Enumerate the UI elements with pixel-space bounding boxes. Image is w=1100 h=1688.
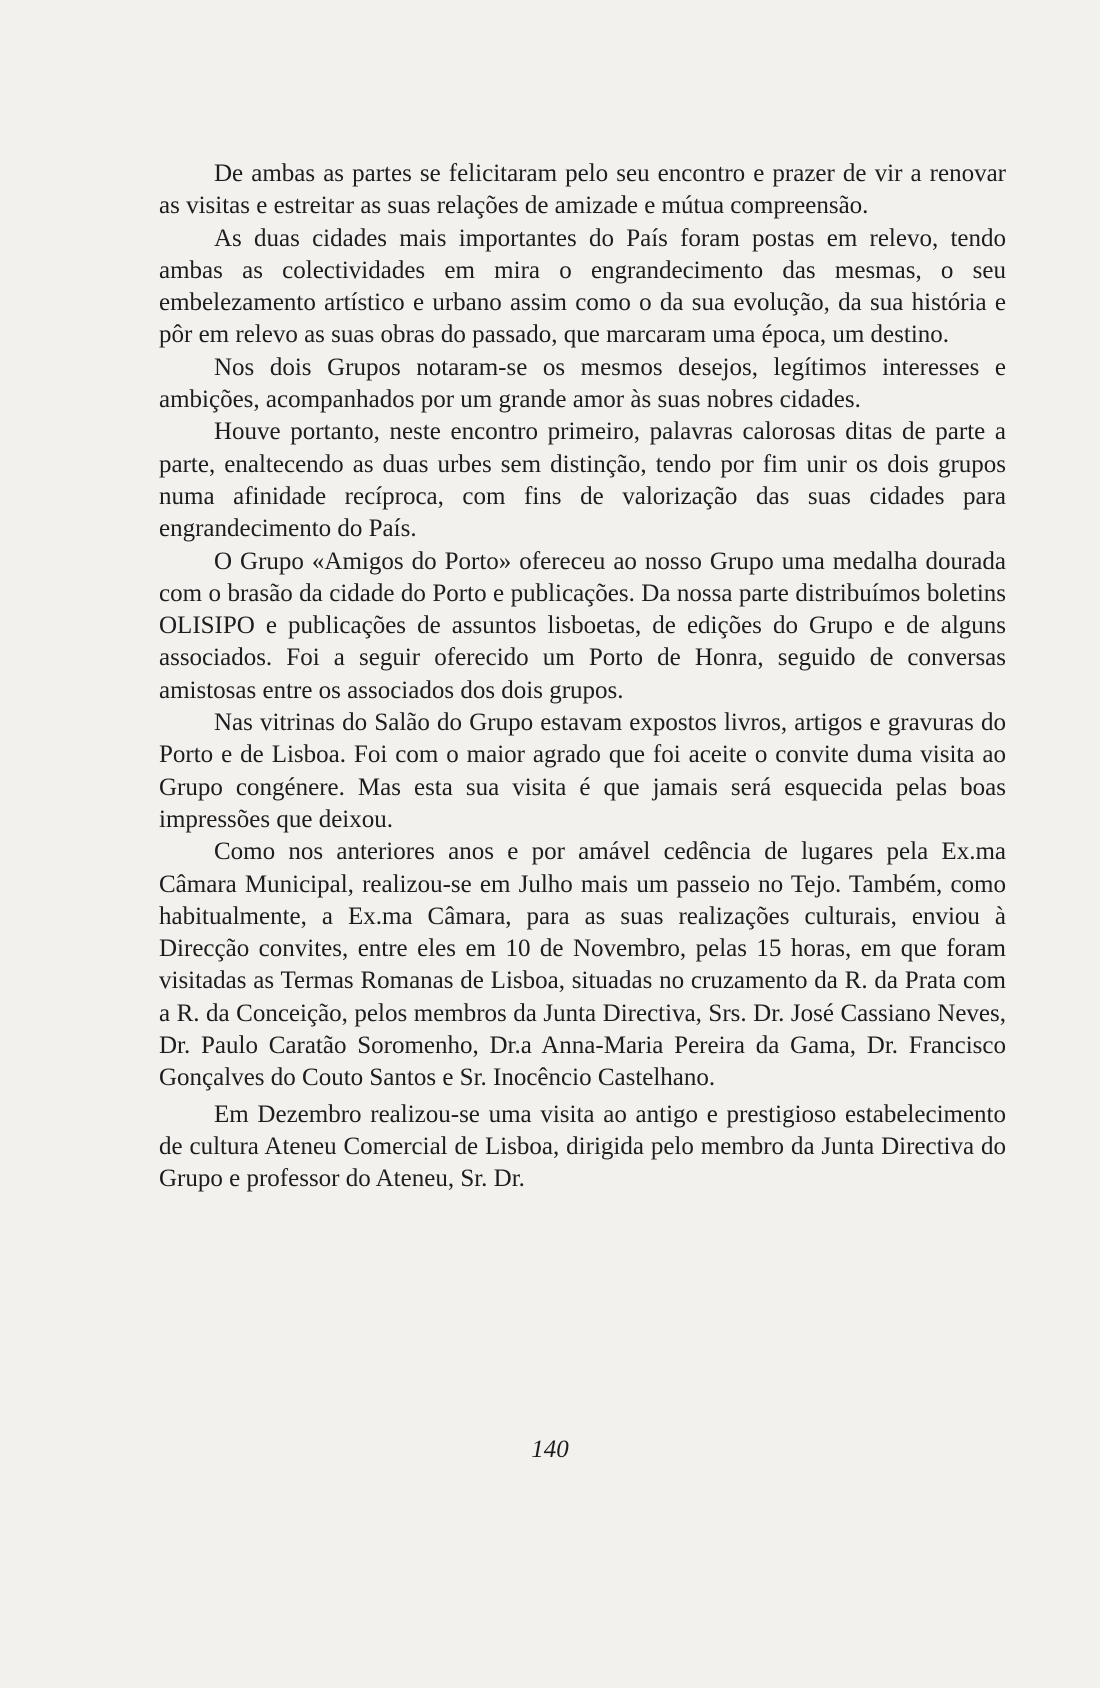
- paragraph-1: De ambas as partes se felicitaram pelo seu encontro e prazer de vir a renovar as visitas e estreitar as suas relações de amizade e mútua compreensão.: [159, 160, 1006, 220]
- paragraph-7: Como nos anteriores anos e por amável cedência de lugares pela Ex.ma Câmara Municipal, realizou-se em Julho mais um passeio no Tejo. Também, como habitualmente, a Ex.ma Câmara, para as suas realizações culturais, enviou à Direcção convites, entre eles em 10 de Novembro, pelas 15 horas, em que foram visitadas as Termas Romanas de Lisboa, situadas no cruzamento da R. da Prata com a R. da Conceição, pelos membros da Junta Directiva, Srs. Dr. José Cassiano Neves, Dr. Paulo Caratão Soromenho, Dr.a Anna-Maria Pereira da Gama, Dr. Francisco Gonçalves do Couto Santos e Sr. Inocêncio Castelhano.: [159, 838, 1006, 1092]
- paragraph-3: Nos dois Grupos notaram-se os mesmos desejos, legítimos interesses e ambições, acompanhados por um grande amor às suas nobres cidades.: [159, 353, 1006, 414]
- body-text: [159, 158, 1006, 1196]
- page-number: 140: [531, 1436, 569, 1463]
- paragraph-5: O Grupo «Amigos do Porto» ofereceu ao nosso Grupo uma medalha dourada com o brasão da cidade do Porto e publicações. Da nossa parte distribuímos boletins OLISIPO e publicações de assuntos lisboetas, de edições do Grupo e de alguns associados. Foi a seguir oferecido um Porto de Honra, seguido de conversas amistosas entre os associados dos dois grupos.: [159, 547, 1006, 704]
- paragraph-6: Nas vitrinas do Salão do Grupo estavam expostos livros, artigos e gravuras do Porto e de Lisboa. Foi com o maior agrado que foi aceite o convite duma visita ao Grupo congénere. Mas esta sua visita é que jamais será esquecida pelas boas impressões que deixou.: [159, 709, 1006, 833]
- paragraph-8: Em Dezembro realizou-se uma visita ao antigo e prestigioso estabelecimento de cultura Ateneu Comercial de Lisboa, dirigida pelo membro da Junta Directiva do Grupo e professor do Ateneu, Sr. Dr.: [159, 1100, 1006, 1193]
- paragraph-4: Houve portanto, neste encontro primeiro, palavras calorosas ditas de parte a parte, enaltecendo as duas urbes sem distinção, tendo por fim unir os dois grupos numa afinidade recíproca, com fins de valorização das suas cidades para engrandecimento do País.: [159, 418, 1006, 543]
- paragraph-2: As duas cidades mais importantes do País foram postas em relevo, tendo ambas as colectividades em mira o engrandecimento das mesmas, o seu embelezamento artístico e urbano assim como o da sua evolução, da sua história e pôr em relevo as suas obras do passado, que marcaram uma época, um destino.: [159, 224, 1006, 349]
